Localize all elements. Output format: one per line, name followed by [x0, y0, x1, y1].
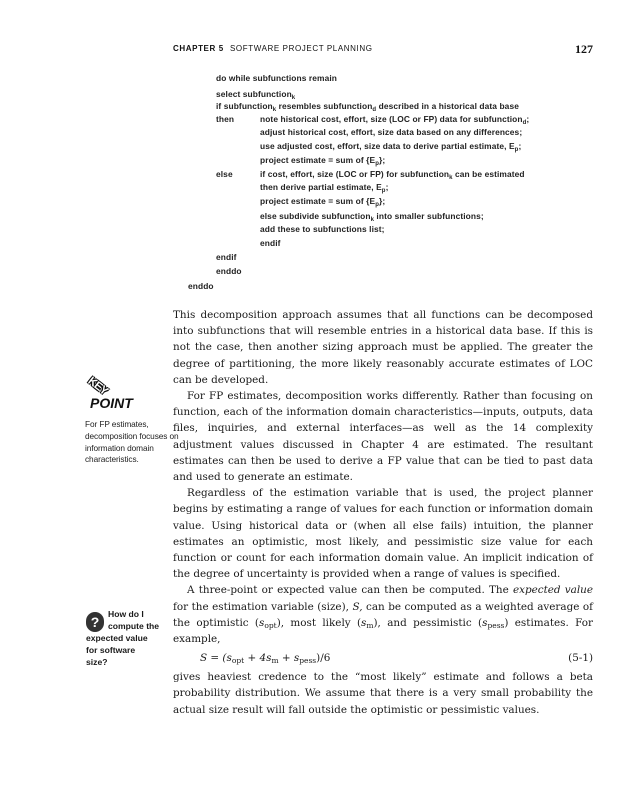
- paragraph: This decomposition approach assumes that all functions can be decomposed into subfunctions that will resemble entries in a historical data base. If this is not the case, then another sizing approach must be applied. The greater the degree of partitioning, the more likely reasonably accurate estimates of LOC can be developed.: [173, 309, 593, 386]
- paragraph: Regardless of the estimation variable that is used, the project planner begins by estimating a range of values for each function or information domain value. Using historical data or (when all else fails) intuition, the planner estimates an optimistic, most likely, and pessimistic size value for each function or count for each information domain value. An implicit indication of the degree of uncertainty is provided when a range of values is specified.: [173, 487, 593, 581]
- paragraph: A three-point or expected value can then be computed. The expected value for the estimation variable (size), S, can be computed as a weighted average of the optimistic $(s_{opt})$, most likely $(s_m)$, and pessimistic $(s_{pess})$ estimates. For example,: [173, 584, 593, 646]
- code-line: endif: [260, 238, 281, 248]
- code-line: then: [216, 114, 235, 124]
- question-line: How do I: [108, 609, 144, 619]
- code-line: add these to subfunctions list;: [260, 224, 385, 234]
- body-text: [173, 307, 593, 718]
- paragraph: For FP estimates, decomposition works differently. Rather than focusing on function, each of the information domain characteristics—inputs, outputs, data files, inquiries, and external interfaces—as well as the 14 complexity adjustment values discussed in Chapter 4 are estimated. The resultant estimates can then be used to derive a FP value that can be tied to past data and used to generate an estimate.: [173, 390, 593, 484]
- page-number: 127: [575, 42, 593, 56]
- key-point-text: For FP estimates, decomposition focuses on information domain characteristics.: [85, 419, 179, 465]
- equation-formula: $S = (s_{opt} + 4s_m + s_{pess})/6$: [200, 652, 331, 666]
- chapter-label: CHAPTER 5: [173, 44, 224, 53]
- code-line: note historical cost, effort, size (LOC or FP) data for subfunction$_d$;: [260, 114, 530, 126]
- code-line: if cost, effort, size (LOC or FP) for subfunction$_k$ can be estimated: [260, 169, 525, 181]
- question-line: compute the: [108, 620, 160, 631]
- question-line: expected value: [86, 632, 148, 643]
- key-point-icon: [85, 375, 155, 417]
- code-line: then derive partial estimate, $E_p$;: [260, 182, 389, 194]
- code-line: endif: [216, 252, 237, 262]
- chapter-title: SOFTWARE PROJECT PLANNING: [230, 44, 373, 53]
- code-line: project estimate = sum of $\{E_p\}$;: [260, 196, 386, 208]
- equation-5-1: [173, 647, 593, 669]
- code-line: else subdivide subfunction$_k$ into smaller subfunctions;: [260, 211, 484, 223]
- key-word: KEY: [85, 375, 110, 398]
- code-line: else: [216, 169, 233, 179]
- point-word: POINT: [90, 395, 133, 411]
- question-mark-icon: ?: [86, 612, 104, 632]
- code-line: enddo: [188, 281, 214, 291]
- equation-number: (5-1): [568, 652, 593, 665]
- code-line: project estimate = sum of $\{E_p\}$;: [260, 155, 386, 167]
- code-line: use adjusted cost, effort, size data to derive partial estimate, $E_p$;: [260, 141, 522, 153]
- running-header: [173, 42, 593, 56]
- paragraph: gives heaviest credence to the “most likely” estimate and follows a beta probability distribution. We assume that there is a very small probability the actual size result will fall outside the optimistic or pessimistic values.: [173, 671, 593, 716]
- question-callout: [86, 609, 176, 669]
- code-line: enddo: [216, 266, 242, 276]
- code-line: select subfunction$_k$: [216, 89, 296, 101]
- question-line: for software: [86, 644, 136, 655]
- code-line: do while subfunctions remain: [216, 73, 337, 83]
- code-line: adjust historical cost, effort, size data based on any differences;: [260, 127, 523, 137]
- code-line: if subfunction$_k$ resembles subfunction$_d$ described in a historical data base: [216, 101, 519, 113]
- question-line: size?: [86, 656, 108, 667]
- key-point-callout: [85, 375, 195, 466]
